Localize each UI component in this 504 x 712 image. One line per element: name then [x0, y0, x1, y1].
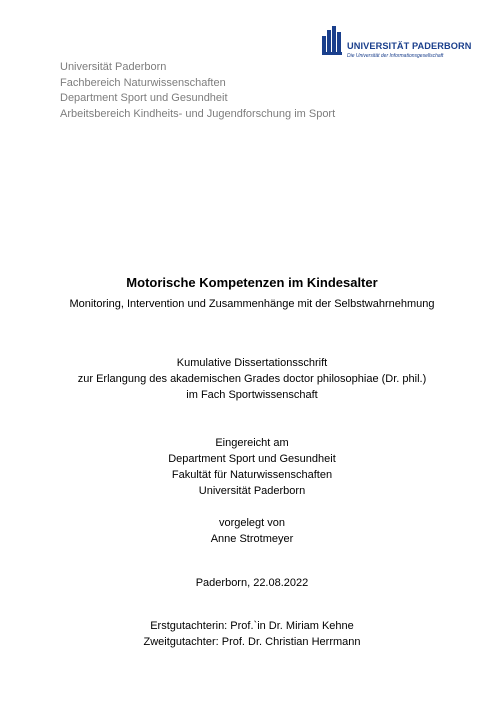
affiliation-line: Department Sport und Gesundheit [60, 92, 228, 104]
affiliation-line: Universität Paderborn [60, 61, 167, 73]
author-block [0, 515, 504, 547]
university-logo [322, 26, 472, 62]
university-crest-icon [322, 26, 344, 56]
presented-by-label: vorgelegt von [218, 517, 286, 529]
logo-name: UNIVERSITÄT PADERBORN [347, 41, 472, 51]
document-title: Motorische Kompetenzen im Kindesalter [126, 275, 378, 290]
submission-line: Department Sport und Gesundheit [168, 453, 336, 465]
logo-tagline: Die Universität der Informationsgesellschaft [347, 53, 444, 59]
dissertation-line: zur Erlangung des akademischen Grades doctor philosophiae (Dr. phil.) [77, 373, 427, 385]
reviewers-block [0, 618, 504, 650]
submission-line: Eingereicht am [215, 437, 289, 449]
place-date: Paderborn, 22.08.2022 [195, 577, 309, 589]
affiliation-line: Arbeitsbereich Kindheits- und Jugendforschung im Sport [60, 107, 336, 120]
submission-line: Fakultät für Naturwissenschaften [171, 469, 333, 481]
submission-line: Universität Paderborn [198, 485, 306, 497]
affiliation-block [60, 60, 335, 122]
submission-block [0, 435, 504, 499]
dissertation-line: Kumulative Dissertationsschrift [176, 357, 328, 369]
second-reviewer: Zweitgutachter: Prof. Dr. Christian Herrmann [143, 636, 361, 648]
document-subtitle: Monitoring, Intervention und Zusammenhänge mit der Selbstwahrnehmung [69, 298, 435, 310]
affiliation-line: Fachbereich Naturwissenschaften [60, 76, 226, 89]
first-reviewer: Erstgutachterin: Prof.`in Dr. Miriam Kehne [150, 620, 354, 632]
dissertation-line: im Fach Sportwissenschaft [186, 389, 318, 401]
author-name: Anne Strotmeyer [210, 533, 294, 545]
dissertation-block [0, 355, 504, 403]
